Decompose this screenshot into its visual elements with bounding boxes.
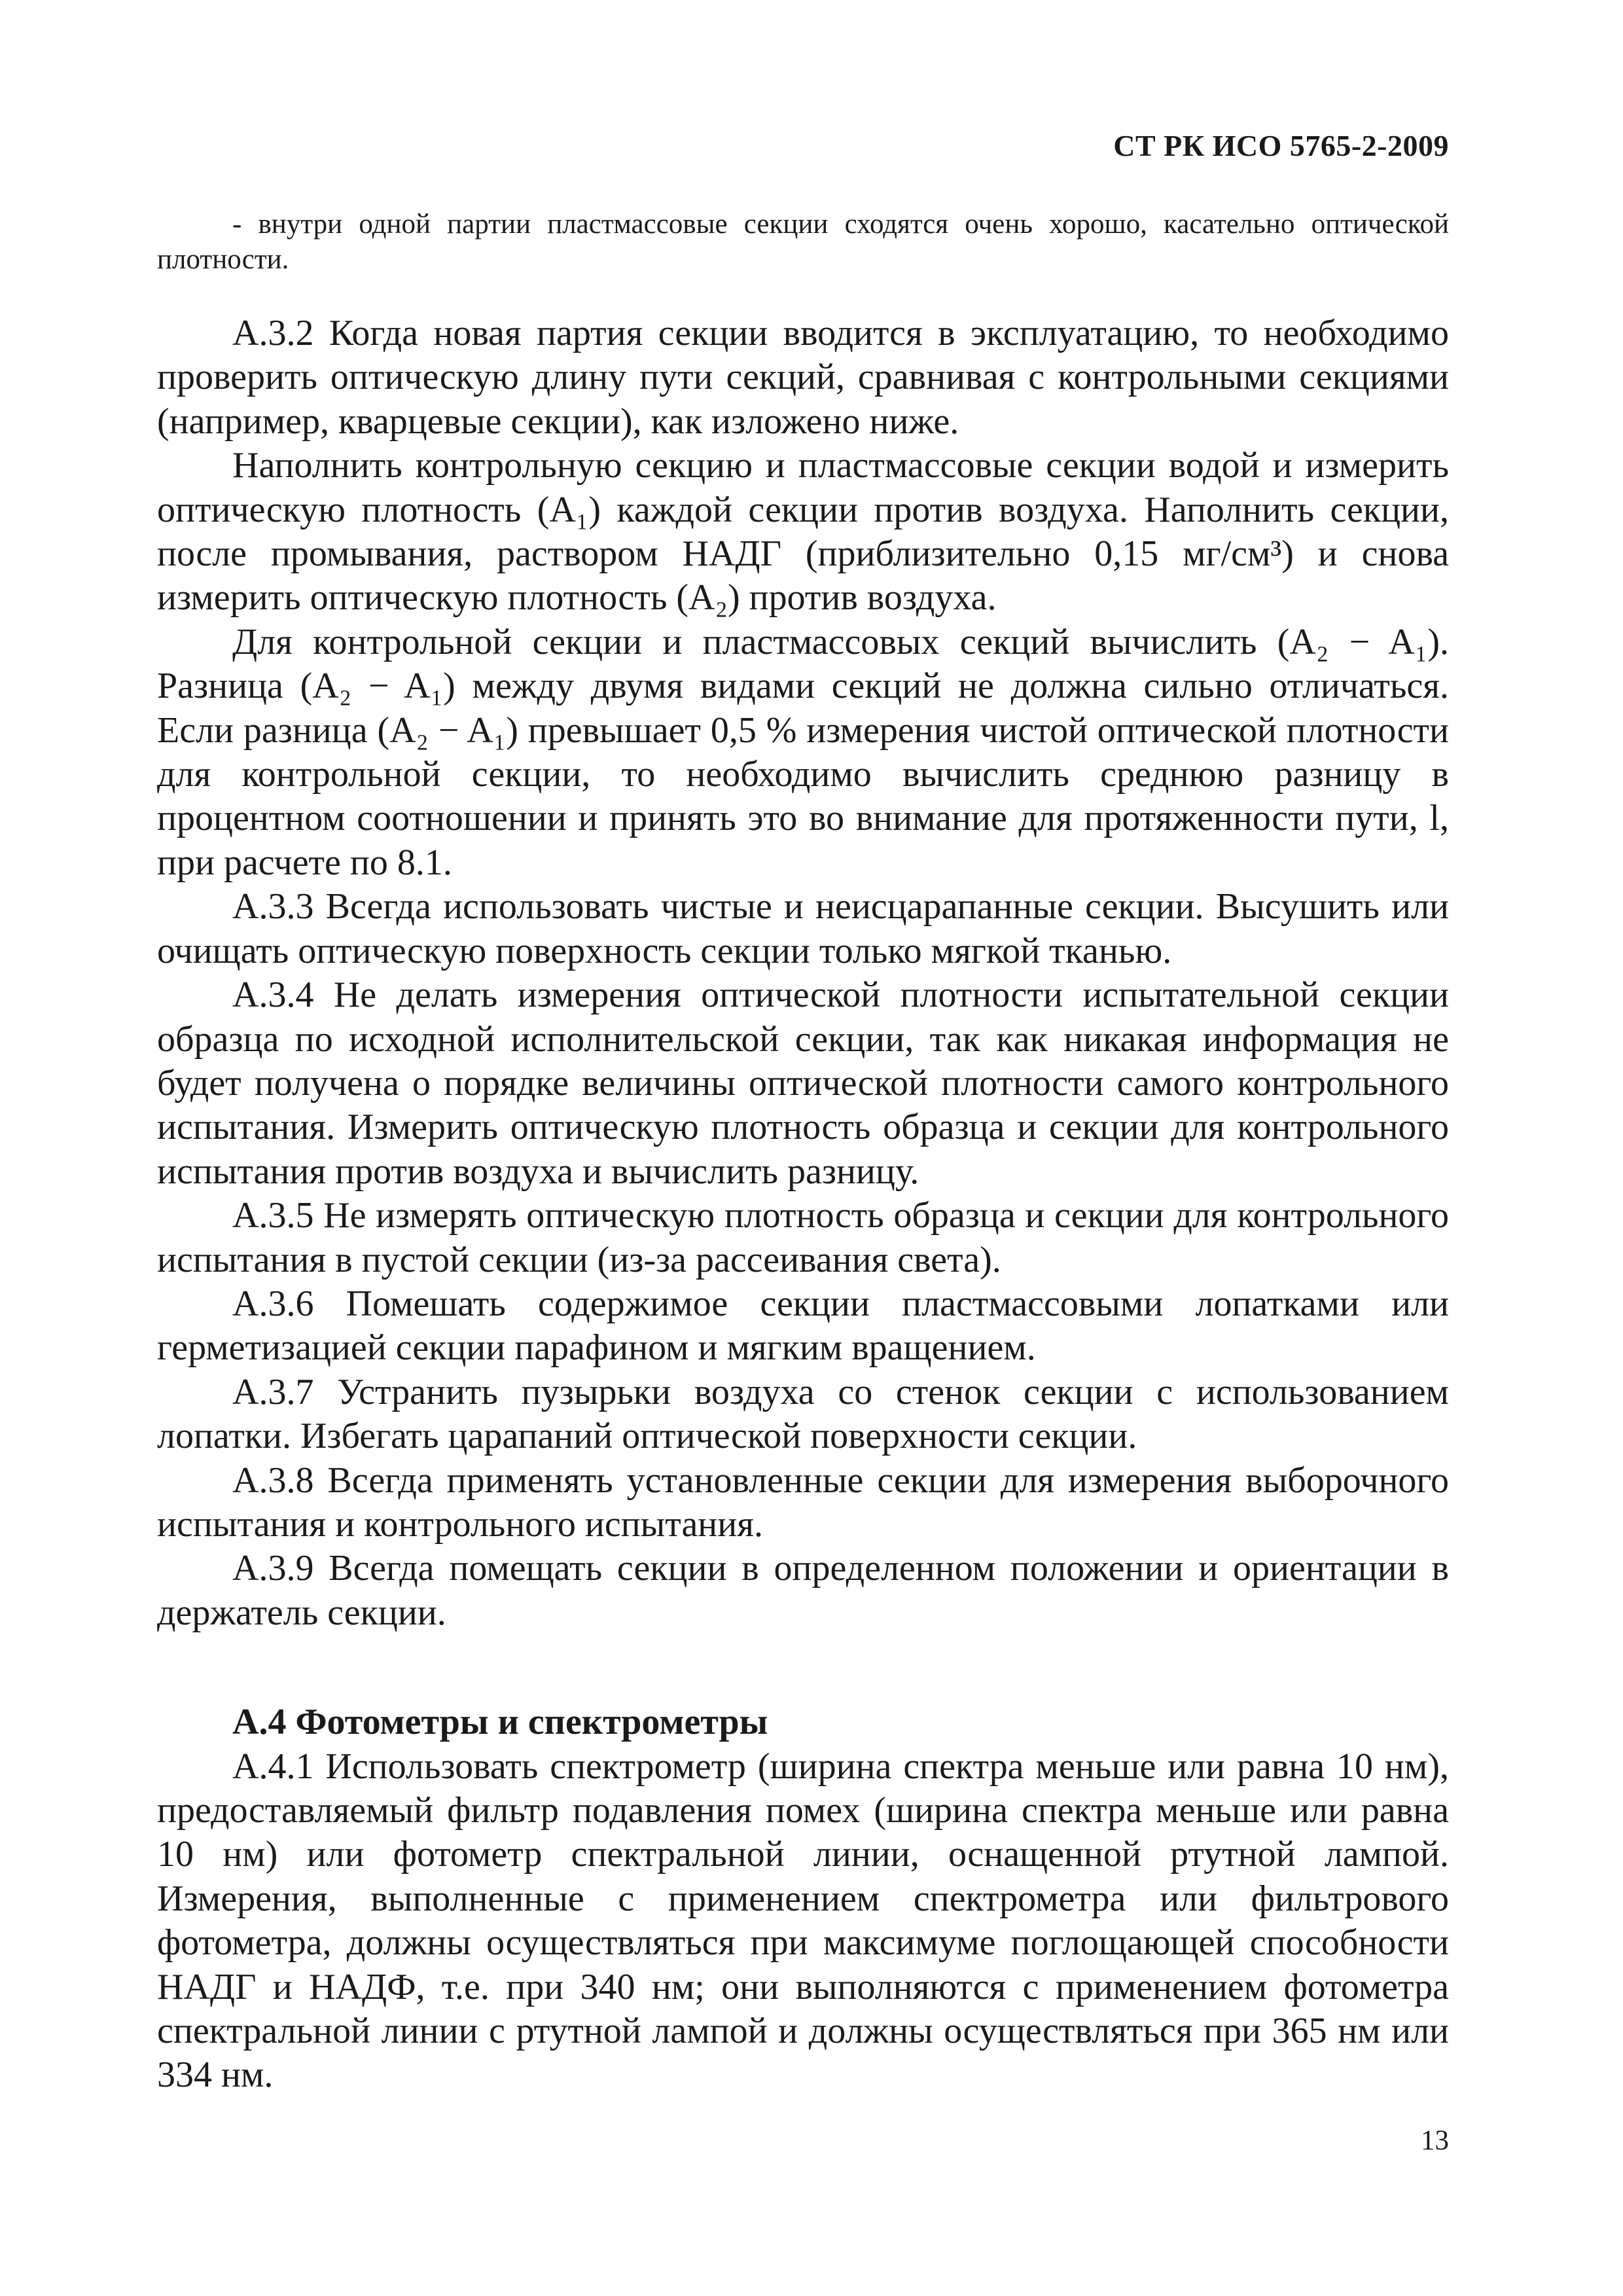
paragraph-a-3-7: А.3.7 Устранить пузырьки воздуха со стенок секции с использованием лопатки. Избегать царапаний оптической поверхности секции. <box>157 1371 1449 1457</box>
paragraph-batch-note: - внутри одной партии пластмассовые секции сходятся очень хорошо, касательно оптической плотности. <box>157 209 1449 275</box>
paragraph-a-3-8: А.3.8 Всегда применять установленные секции для измерения выборочного испытания и контрольного испытания. <box>157 1460 1449 1545</box>
paragraph-a-3-6: А.3.6 Помешать содержимое секции пластмассовыми лопатками или герметизацией секции парафином и мягким вращением. <box>157 1283 1449 1369</box>
paragraph-a-4-1: А.4.1 Использовать спектрометр (ширина спектра меньше или равна 10 нм), предоставляемый фильтр подавления помех (ширина спектра меньше или равна 10 нм) или фотометр спектральной линии, оснащенной ртутной лампой. Измерения, выполненные с применением спектрометра или фильтрового фотометра, должны осуществляться при максимуме поглощающей способности НАДГ и НАДФ, т.е. при 340 нм; они выполняются с применением фотометра спектральной линии с ртутной лампой и должны осуществляться при 365 нм или 334 нм. <box>157 1746 1449 2096</box>
document-code-header: СТ РК ИСО 5765-2-2009 <box>1113 129 1449 162</box>
section-heading-a-4: А.4 Фотометры и спектрометры <box>232 1702 768 1743</box>
paragraph-difference: Для контрольной секции и пластмассовых секций вычислить (A₂ − A₁). Разница (A₂ − A₁) между двумя видами секций не должна сильно отличаться. Если разница (A₂ − A₁) превышает 0,5 % измерения чистой оптической плотности для контрольной секции, то необходимо вычислить среднюю разницу в процентном соотношении и принять это во внимание для протяженности пути, l, при расчете по 8.1. <box>157 621 1449 883</box>
paragraph-a-3-3: А.3.3 Всегда использовать чистые и неисцарапанные секции. Высушить или очищать оптическую поверхность секции только мягкой тканью. <box>157 886 1449 971</box>
paragraph-a-3-9: А.3.9 Всегда помещать секции в определенном положении и ориентации в держатель секции. <box>157 1548 1449 1633</box>
body-text <box>157 207 1449 2098</box>
paragraph-a-3-5: А.3.5 Не измерять оптическую плотность образца и секции для контрольного испытания в пустой секции (из-за рассеивания света). <box>157 1195 1449 1280</box>
paragraph-a-3-2: А.3.2 Когда новая партия секции вводится в эксплуатацию, то необходимо проверить оптическую длину пути секций, сравнивая с контрольными секциями (например, кварцевые секции), как изложено ниже. <box>157 313 1449 442</box>
page-number: 13 <box>1421 2125 1449 2156</box>
paragraph-a-3-4: А.3.4 Не делать измерения оптической плотности испытательной секции образца по исходной исполнительской секции, так как никакая информация не будет получена о порядке величины оптической плотности самого контрольного испытания. Измерить оптическую плотность образца и секции для контрольного испытания против воздуха и вычислить разницу. <box>157 975 1449 1192</box>
paragraph-fill-cells: Наполнить контрольную секцию и пластмассовые секции водой и измерить оптическую плотность (A₁) каждой секции против воздуха. Наполнить секции, после промывания, раствором НАДГ (приблизительно 0,15 мг/см³) и снова измерить оптическую плотность (A₂) против воздуха. <box>157 445 1449 619</box>
